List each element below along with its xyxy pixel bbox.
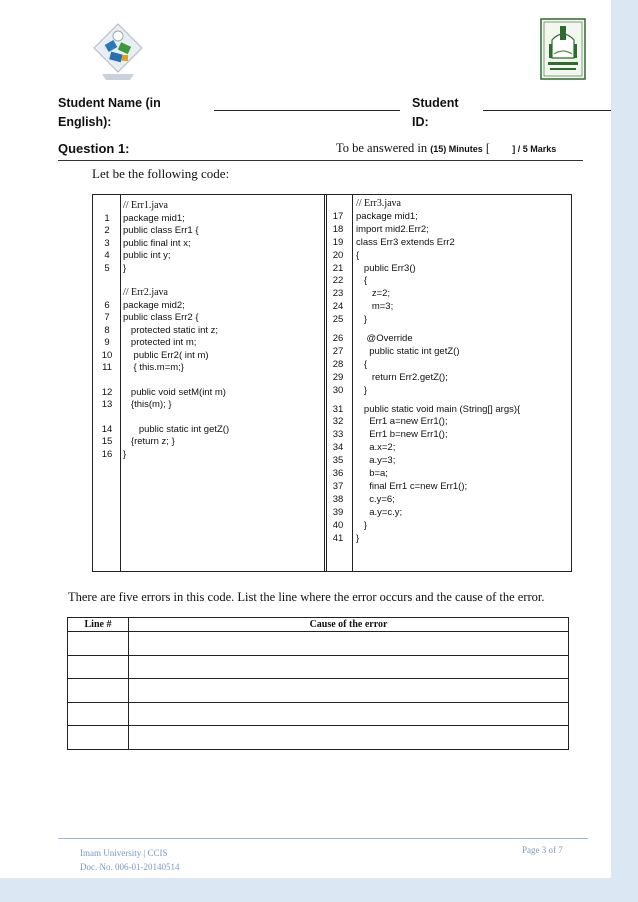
right-margin-bar [611, 0, 638, 902]
code-line: Err1 a=new Err1(); [356, 416, 448, 428]
footer-divider [58, 838, 588, 839]
code-line-number: 40 [332, 519, 344, 531]
code-line-number: 29 [332, 371, 344, 383]
code-line: { [356, 358, 368, 370]
code-line: {this(m); } [123, 399, 172, 410]
university-logo-icon [540, 18, 586, 80]
code-line: public int y; [123, 250, 171, 261]
code-line: public Err2( int m) [123, 349, 209, 361]
code-line: { [356, 249, 360, 261]
code-line-number: 2 [104, 225, 110, 236]
code-line-number: 39 [332, 506, 344, 518]
code-line-number: 8 [104, 324, 110, 336]
code-line-number: 26 [332, 333, 344, 344]
code-line: } [123, 448, 127, 460]
code-line: public static int getZ() [123, 423, 230, 435]
code-line-number: 20 [332, 249, 344, 261]
column-header-cause: Cause of the error [129, 618, 569, 632]
code-line: public Err3() [356, 262, 416, 274]
code-line-number: 6 [104, 299, 110, 311]
code-line-number: 38 [332, 493, 344, 505]
error-cause-cell[interactable] [129, 655, 569, 679]
student-name-label: Student Name (in [58, 96, 161, 110]
code-line: public void setM(int m) [123, 386, 226, 398]
table-row [68, 679, 569, 703]
code-line: } [356, 314, 368, 326]
code-line-number: 27 [332, 345, 344, 357]
code-line-number: 28 [332, 358, 344, 370]
code-comment: // Err2.java [123, 287, 168, 298]
code-line-number: 11 [102, 362, 112, 373]
marks-text: ] / 5 Marks [512, 144, 557, 154]
code-line: class Err3 extends Err2 [356, 236, 455, 248]
error-answer-table [67, 617, 569, 750]
error-cause-cell[interactable] [129, 632, 569, 656]
column-header-line: Line # [68, 618, 129, 632]
code-column-divider [352, 195, 353, 571]
code-line-number: 25 [332, 314, 344, 326]
code-column-divider [120, 195, 121, 571]
code-line-number: 24 [332, 301, 344, 313]
code-line-number: 19 [332, 236, 344, 248]
code-line-number: 9 [104, 337, 110, 348]
code-line: @Override [356, 333, 413, 344]
code-line: } [123, 262, 127, 274]
code-line: public final int x; [123, 237, 191, 249]
code-line-number: 32 [332, 416, 344, 428]
code-line-number: 35 [332, 455, 344, 467]
code-line-number: 34 [332, 442, 344, 454]
code-line: { [356, 275, 368, 287]
code-line-number: 12 [101, 386, 113, 398]
code-line-number: 4 [104, 250, 110, 261]
intro-text: Let be the following code: [92, 166, 230, 181]
footer-university: Imam University | CCIS [80, 848, 168, 858]
code-line: Err1 b=new Err1(); [356, 429, 448, 441]
code-column-divider [324, 195, 325, 571]
code-line: package mid1; [123, 212, 185, 224]
student-id-label: Student [412, 96, 459, 110]
code-line-number: 41 [332, 532, 344, 544]
error-cause-cell[interactable] [129, 726, 569, 750]
code-line-number: 23 [332, 288, 344, 300]
code-line-number: 36 [332, 468, 344, 479]
code-line: c.y=6; [356, 493, 395, 505]
code-comment: // Err1.java [123, 200, 168, 211]
table-row [68, 632, 569, 656]
table-row [68, 655, 569, 679]
code-line: a.x=2; [356, 442, 396, 454]
student-id-field[interactable] [483, 110, 611, 111]
code-line-number: 33 [332, 429, 344, 441]
code-line: public class Err1 { [123, 225, 199, 236]
task-instructions: There are five errors in this code. List the line where the error occurs and the cause of the error. [68, 590, 545, 604]
bracket-open: [ [485, 141, 491, 155]
code-listing-box [92, 194, 572, 572]
code-line-number: 16 [101, 448, 113, 460]
code-line: final Err1 c=new Err1(); [356, 480, 468, 492]
line-number-cell[interactable] [68, 632, 129, 656]
code-line-number: 31 [332, 403, 344, 415]
footer-page-number: Page 3 of 7 [522, 845, 563, 855]
question-divider [58, 160, 583, 161]
code-line-number: 21 [332, 262, 344, 274]
code-line: a.y=c.y; [356, 506, 403, 518]
answer-text: To be answered in [336, 141, 428, 155]
line-number-cell[interactable] [68, 702, 129, 726]
code-line: import mid2.Err2; [356, 223, 429, 235]
code-line: protected static int z; [123, 324, 219, 336]
code-line: public class Err2 { [123, 312, 199, 323]
question-label: Question 1: [58, 141, 130, 156]
code-line-number: 3 [104, 237, 110, 249]
line-number-cell[interactable] [68, 726, 129, 750]
code-line-number: 18 [332, 223, 344, 235]
error-cause-cell[interactable] [129, 702, 569, 726]
code-line-number: 13 [101, 399, 113, 410]
code-line-number: 5 [104, 262, 110, 274]
code-comment: // Err3.java [356, 198, 401, 209]
code-line: package mid2; [123, 299, 185, 311]
code-line: public static void main (String[] args){ [356, 403, 521, 415]
code-line-number: 1 [104, 212, 110, 224]
code-line-number: 37 [332, 480, 344, 492]
table-row [68, 702, 569, 726]
code-line: public static int getZ() [356, 345, 460, 357]
id-label: ID: [412, 115, 429, 129]
minutes-text: (15) Minutes [430, 144, 483, 154]
error-cause-cell[interactable] [129, 679, 569, 703]
code-line: protected int m; [123, 337, 197, 348]
code-line: a.y=3; [356, 455, 396, 467]
code-line: { this.m=m;} [123, 362, 184, 373]
code-line-number: 15 [101, 436, 113, 447]
code-line: return Err2.getZ(); [356, 371, 448, 383]
code-line: } [356, 384, 368, 396]
code-line-number: 14 [101, 423, 113, 435]
code-line: b=a; [356, 468, 388, 479]
code-line-number: 22 [332, 275, 344, 287]
student-name-label-english: English): [58, 115, 112, 129]
bottom-margin-bar [0, 878, 611, 902]
code-line: m=3; [356, 301, 394, 313]
code-line-number: 30 [332, 384, 344, 396]
code-line-number: 7 [104, 312, 110, 323]
code-line: {return z; } [123, 436, 175, 447]
table-header-row [68, 618, 569, 632]
code-line-number: 17 [332, 210, 344, 222]
student-name-field[interactable] [214, 110, 400, 111]
footer-doc-number: Doc. No. 006-01-20140514 [80, 862, 180, 872]
code-line: z=2; [356, 288, 391, 300]
line-number-cell[interactable] [68, 655, 129, 679]
answer-time-text [336, 141, 556, 156]
code-line-number: 10 [101, 349, 113, 361]
code-line: } [356, 519, 368, 531]
college-logo-icon [92, 22, 144, 84]
table-row [68, 726, 569, 750]
line-number-cell[interactable] [68, 679, 129, 703]
code-line: package mid1; [356, 210, 418, 222]
code-line: } [356, 532, 360, 544]
